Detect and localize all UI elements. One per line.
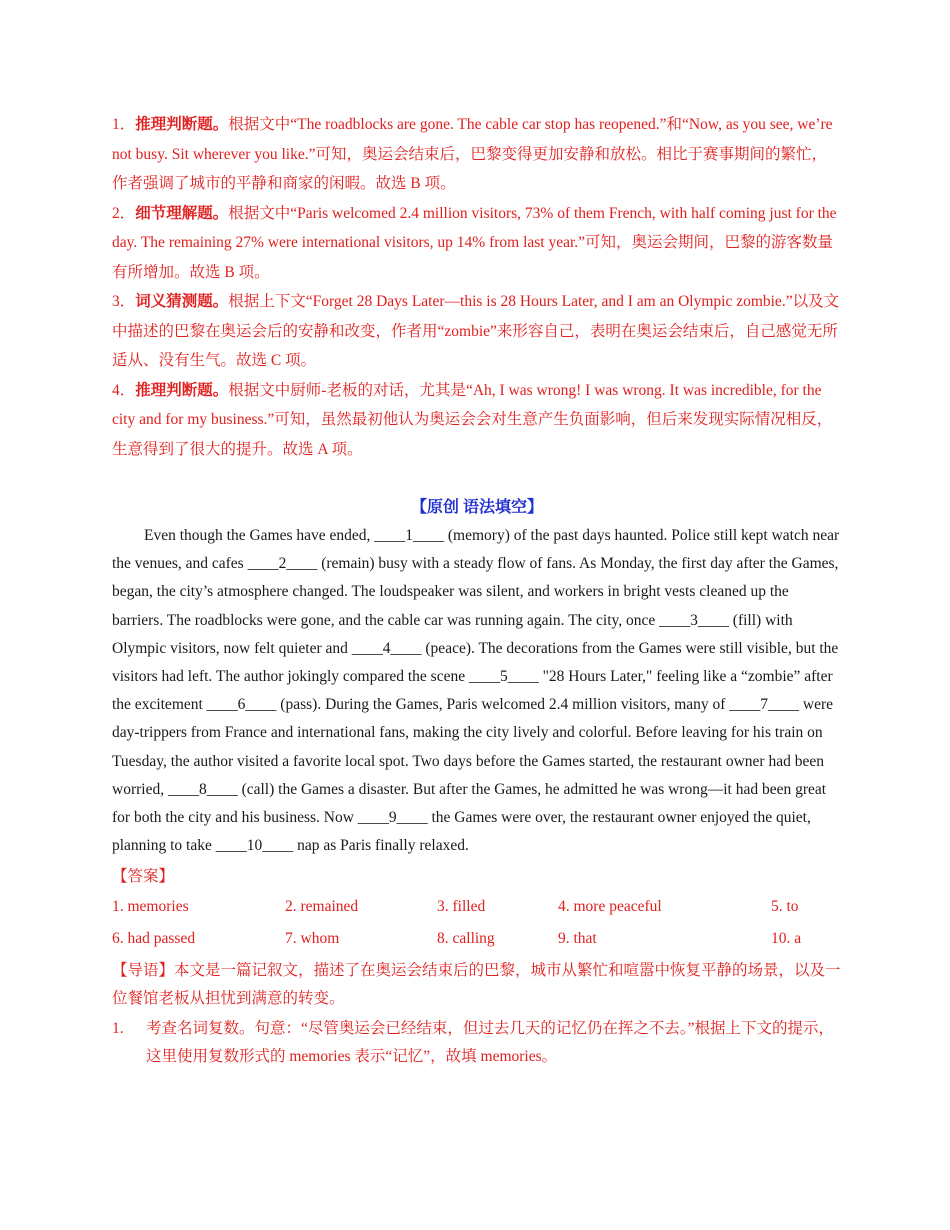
explanation-text: 根据上下文“Forget 28 Days Later—this is 28 Hours Later, and I am an Olympic zombie.”以及文中描述的巴黎在奥运会后的安静和改变，作者用“zombie”来形容自己，表明在奥运会结束后，自己感觉无所适从、没有生气。故选 C 项。 [112, 293, 840, 369]
answer-item: 5. to [771, 898, 799, 916]
question-type: 细节理解题。 [135, 204, 229, 222]
section-title: 【原创 语法填空】 [410, 499, 543, 516]
blank-explanation-text: 考查名词复数。句意：“尽管奥运会已经结束，但过去几天的记忆仍在挥之不去。”根据上下文的提示，这里使用复数形式的 memories 表示“记忆”，故填 memories。 [146, 1020, 835, 1066]
explanation-text: 根据文中“Paris welcomed 2.4 million visitors, 73% of them French, with half coming just for the day. The remaining 27% were international visitors, up 14% from last year.”可知，奥运会期间，巴黎的游客数量有所增加。故选 B 项。 [112, 204, 837, 281]
explanation-text: 根据文中厨师-老板的对话，尤其是“Ah, I was wrong! I was wrong. It was incredible, for the city and for my business.”可知，虽然最初他认为奥运会会对生意产生负面影响，但后来发现实际情况相反，生意得到了很大的提升。故选 A 项。 [112, 381, 833, 458]
explanation-number: 4． [112, 381, 136, 399]
explanation-text: 根据文中“The roadblocks are gone. The cable car stop has reopened.”和“Now, as you see, we’re not busy. Sit wherever you like.”可知，奥运会结束后，巴黎变得更加安静和放松。相比于赛事期间的繁忙，作者强调了城市的平静和商家的闲暇。故选 B 项。 [112, 116, 833, 192]
explanation-number: 3． [112, 293, 136, 310]
explanation-item [112, 376, 842, 465]
blank-explanation-number: 1. [112, 1020, 124, 1038]
answer-item: 8. calling [437, 930, 495, 948]
document-content [112, 110, 842, 1071]
explanation-item [112, 110, 842, 199]
answer-grid [112, 891, 842, 955]
answer-item: 4. more peaceful [558, 898, 662, 916]
answer-item: 1. memories [112, 898, 189, 916]
explanation-number: 2． [112, 204, 136, 222]
answer-item: 9. that [558, 930, 597, 948]
answer-item: 3. filled [437, 898, 486, 916]
question-type: 词义猜测题。 [135, 293, 229, 310]
answer-item: 2. remained [285, 898, 359, 916]
explanation-item [112, 199, 842, 288]
answer-item: 7. whom [285, 930, 340, 948]
explanation-item [112, 287, 842, 376]
intro-paragraph: 【导语】本文是一篇记叙文，描述了在奥运会结束后的巴黎，城市从繁忙和喧嚣中恢复平静的场景，以及一位餐馆老板从担忧到满意的转变。 [112, 962, 841, 1008]
explanation-number: 1． [112, 116, 136, 133]
question-type: 推理判断题。 [135, 381, 229, 399]
answer-item: 10. a [771, 930, 802, 948]
cloze-passage: Even though the Games have ended, ____1____ (memory) of the past days haunted. Police still kept watch near the venues, and cafes ____2____ (remain) busy with a steady flow of fans. As Monday, the first day after the Games, began, the city’s atmosphere changed. The loudspeaker was silent, and workers in bright vests cleaned up the barriers. The roadblocks were gone, and the cable car was running again. The city, once ____3____ (fill) with Olympic visitors, now felt quieter and ____4____ (peace). The decorations from the Games were still visible, but the visitors had left. The author jokingly compared the scene ____5____ "28 Hours Later," feeling like a “zombie” after the excitement ____6____ (pass). During the Games, Paris welcomed 2.4 million visitors, many of ____7____ were day-trippers from France and international fans, making the city lively and colorful. Before leaving for his train on Tuesday, the author visited a favorite local spot. Two days before the Games started, the restaurant owner had been worried, ____8____ (call) the Games a disaster. But after the Games, he admitted he was wrong—it had been great for both the city and his business. Now ____9____ the Games were over, the restaurant owner enjoyed the quiet, planning to take ____10____ nap as Paris finally relaxed. [112, 527, 840, 855]
answer-item: 6. had passed [112, 930, 196, 948]
question-type: 推理判断题。 [135, 116, 229, 133]
blank-explanation [112, 1015, 842, 1071]
answer-label: 【答案】 [112, 868, 175, 886]
